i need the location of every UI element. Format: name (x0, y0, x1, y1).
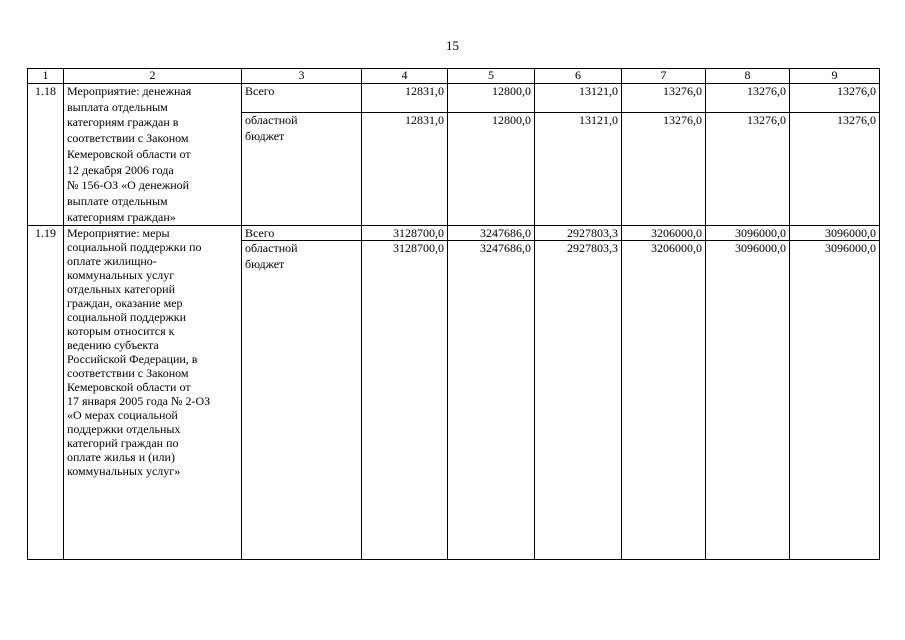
value-cell: 3128700,0 (362, 241, 448, 560)
row-description: Мероприятие: меры социальной поддержки по оплате жилищно- коммунальных услуг отдельных категорий граждан, оказание мер социальной поддержки которым относится к ведению субъекта Российской Федерации, в соответствии с Законом Кемеровской области от 17 января 2005 года № 2-ОЗ «О мерах социальной поддержки отдельных категорий граждан по оплате жилья и (или) коммунальных услуг» (64, 226, 242, 560)
table-row (28, 226, 880, 241)
value-cell: 2927803,3 (535, 241, 622, 560)
value-cell: 13121,0 (535, 84, 622, 113)
column-header-3: 3 (242, 69, 362, 84)
column-header-2: 2 (64, 69, 242, 84)
table-row (28, 84, 880, 113)
column-header-1: 1 (28, 69, 64, 84)
column-header-7: 7 (622, 69, 706, 84)
page-number: 15 (446, 38, 459, 53)
value-cell: 3096000,0 (706, 226, 790, 241)
value-cell: 3247686,0 (448, 241, 535, 560)
value-cell: 12831,0 (362, 113, 448, 226)
funding-source-label: областной бюджет (242, 113, 362, 226)
funding-source-label: областной бюджет (242, 241, 362, 560)
column-header-8: 8 (706, 69, 790, 84)
column-header-6: 6 (535, 69, 622, 84)
value-cell: 3247686,0 (448, 226, 535, 241)
value-cell: 13276,0 (622, 84, 706, 113)
column-header-5: 5 (448, 69, 535, 84)
value-cell: 13276,0 (706, 84, 790, 113)
header-row (28, 69, 880, 84)
value-cell: 3096000,0 (790, 241, 880, 560)
value-cell: 12800,0 (448, 84, 535, 113)
row-id: 1.18 (28, 84, 64, 226)
value-cell: 12831,0 (362, 84, 448, 113)
value-cell: 13276,0 (622, 113, 706, 226)
value-cell: 2927803,3 (535, 226, 622, 241)
value-cell: 12800,0 (448, 113, 535, 226)
value-cell: 3206000,0 (622, 226, 706, 241)
funding-source-label: Всего (242, 84, 362, 113)
row-id: 1.19 (28, 226, 64, 560)
value-cell: 13121,0 (535, 113, 622, 226)
value-cell: 13276,0 (790, 113, 880, 226)
column-header-4: 4 (362, 69, 448, 84)
row-description: Мероприятие: денежная выплата отдельным категориям граждан в соответствии с Законом Кемеровской области от 12 декабря 2006 года № 156-ОЗ «О денежной выплате отдельным категориям граждан» (64, 84, 242, 226)
column-header-9: 9 (790, 69, 880, 84)
budget-table (27, 68, 880, 560)
value-cell: 13276,0 (790, 84, 880, 113)
value-cell: 3096000,0 (790, 226, 880, 241)
value-cell: 3096000,0 (706, 241, 790, 560)
funding-source-label: Всего (242, 226, 362, 241)
value-cell: 3206000,0 (622, 241, 706, 560)
value-cell: 3128700,0 (362, 226, 448, 241)
value-cell: 13276,0 (706, 113, 790, 226)
